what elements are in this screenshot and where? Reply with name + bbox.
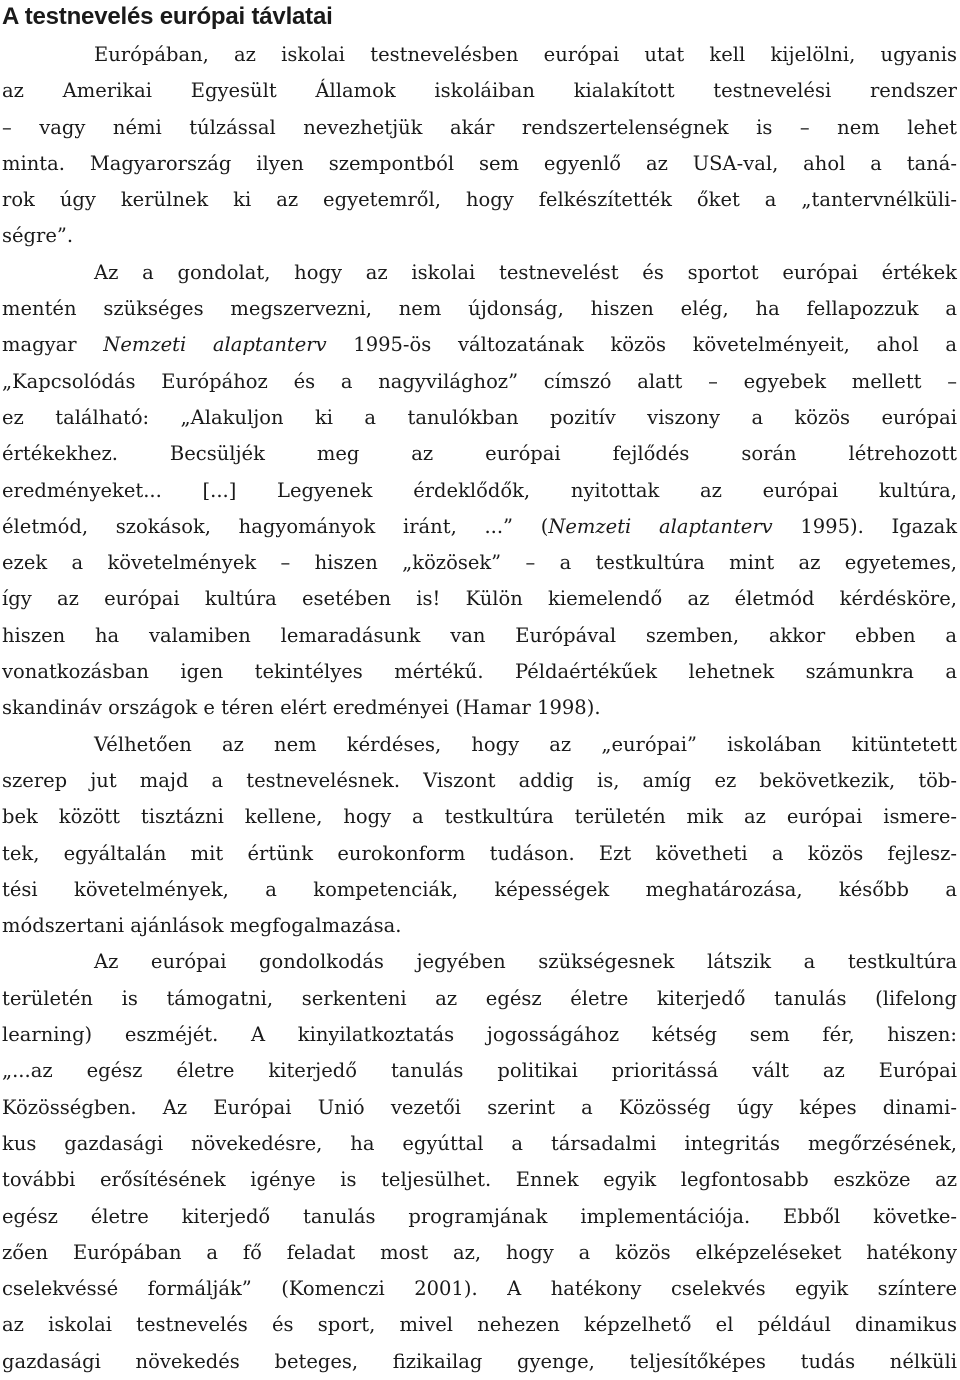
text-segment: bek között tisztázni kellene, hogy a testkultúra területén mik az európai ismere-	[2, 805, 957, 829]
text-line	[2, 944, 957, 980]
text-line	[2, 1126, 957, 1162]
text-line	[2, 255, 957, 291]
text-segment: módszertani ajánlások megfogalmazása.	[2, 914, 402, 938]
text-line	[2, 400, 957, 436]
text-line	[2, 1162, 957, 1198]
text-segment: ségre”.	[2, 224, 74, 248]
text-segment: területén is támogatni, serkenteni az egész életre kiterjedő tanulás (lifelong	[2, 986, 957, 1010]
text-segment: vonatkozásban igen tekintélyes mértékű. Példaértékűek lehetnek számunkra a	[2, 660, 957, 684]
text-segment: egész életre kiterjedő tanulás programjának implementációja. Ebből követke-	[2, 1204, 957, 1228]
text-segment: „Kapcsolódás Európához és a nagyvilághoz” címszó alatt – egyebek mellett –	[2, 369, 957, 393]
text-line	[2, 981, 957, 1017]
text-segment: szerep jut majd a testnevelésnek. Viszont addig is, amíg ez bekövetkezik, töb-	[2, 768, 957, 792]
citation-title: Nemzeti alaptanterv	[103, 333, 327, 357]
text-line	[2, 763, 957, 799]
text-line	[2, 690, 957, 726]
text-line	[2, 473, 957, 509]
text-line	[2, 1271, 957, 1307]
text-line	[2, 146, 957, 182]
body-text	[2, 37, 957, 1380]
text-line	[2, 908, 957, 944]
text-line	[2, 1017, 957, 1053]
text-line	[2, 327, 957, 363]
text-line	[2, 654, 957, 690]
citation-title: Nemzeti alaptanterv	[548, 514, 773, 538]
text-segment: zően Európában a fő feladat most az, hogy a közös elképzeléseket hatékony	[2, 1240, 957, 1264]
text-segment: további erősítésének igénye is teljesülhet. Ennek egyik legfontosabb eszköze az	[2, 1168, 957, 1192]
text-segment: 1995-ös változatának közös követelményeit, ahol a	[326, 333, 957, 357]
text-line	[2, 1090, 957, 1126]
text-segment: 1995). Igazak	[772, 514, 958, 538]
text-segment: ezek a követelmények – hiszen „közösek” – a testkultúra mint az egyetemes,	[2, 551, 957, 575]
text-line	[2, 1199, 957, 1235]
text-line	[2, 836, 957, 872]
text-segment: „...az egész életre kiterjedő tanulás politikai prioritássá vált az Európai	[2, 1059, 957, 1083]
text-segment: eredményeket... [...] Legyenek érdeklődők, nyitottak az európai kultúra,	[2, 478, 957, 502]
text-line	[2, 1307, 957, 1343]
text-segment: kus gazdasági növekedésre, ha egyúttal a társadalmi integritás megőrzésének,	[2, 1131, 957, 1155]
text-line	[2, 291, 957, 327]
text-line	[2, 581, 957, 617]
text-segment: az Amerikai Egyesült Államok iskoláiban kialakított testnevelési rendszer	[2, 79, 957, 103]
section-title: A testnevelés európai távlatai	[2, 3, 333, 30]
text-segment: értékekhez. Becsüljék meg az európai fejlődés során létrehozott	[2, 442, 957, 466]
text-line	[2, 1344, 957, 1380]
text-segment: hiszen ha valamiben lemaradásunk van Európával szemben, akkor ebben a	[2, 623, 957, 647]
text-line	[2, 218, 957, 254]
text-line	[2, 727, 957, 763]
text-segment: skandináv országok e téren elért eredményei (Hamar 1998).	[2, 696, 601, 720]
text-line	[2, 545, 957, 581]
text-segment: – vagy némi túlzással nevezhetjük akár rendszertelenségnek is – nem lehet	[2, 115, 957, 139]
text-line	[2, 364, 957, 400]
text-segment: Közösségben. Az Európai Unió vezetői szerint a Közösség úgy képes dinami-	[2, 1095, 957, 1119]
text-line	[2, 1235, 957, 1271]
text-line	[2, 799, 957, 835]
text-segment: rok úgy kerülnek ki az egyetemről, hogy felkészítették őket a „tantervnélküli-	[2, 188, 957, 212]
text-segment: az iskolai testnevelés és sport, mivel nehezen képzelhető el például dinamikus	[2, 1313, 957, 1337]
text-segment: mentén szükséges megszervezni, nem újdonság, hiszen elég, ha fellapozzuk a	[2, 297, 957, 321]
text-line	[2, 618, 957, 654]
text-segment: gazdasági növekedés beteges, fizikailag gyenge, teljesítőképes tudás nélküli	[2, 1349, 957, 1373]
text-segment: életmód, szokások, hagyományok iránt, ...” (	[2, 514, 549, 538]
text-segment: Az európai gondolkodás jegyében szükségesnek látszik a testkultúra	[94, 950, 957, 974]
text-line	[2, 436, 957, 472]
text-line	[2, 37, 957, 73]
text-line	[2, 1053, 957, 1089]
text-line	[2, 110, 957, 146]
text-segment: tek, egyáltalán mit értünk eurokonform tudáson. Ezt követheti a közös fejlesz-	[2, 841, 957, 865]
text-segment: Európában, az iskolai testnevelésben európai utat kell kijelölni, ugyanis	[94, 43, 957, 66]
text-segment: minta. Magyarország ilyen szempontból sem egyenlő az USA-val, ahol a taná-	[2, 151, 957, 175]
text-segment: magyar	[2, 333, 104, 357]
text-segment: így az európai kultúra esetében is! Külön kiemelendő az életmód kérdésköre,	[2, 587, 957, 611]
text-segment: cselekvéssé formálják” (Komenczi 2001). A hatékony cselekvés egyik színtere	[2, 1277, 957, 1301]
text-segment: Vélhetően az nem kérdéses, hogy az „európai” iskolában kitüntetett	[94, 732, 957, 756]
text-line	[2, 73, 957, 109]
text-line	[2, 509, 957, 545]
text-segment: tési követelmények, a kompetenciák, képességek meghatározása, később a	[2, 877, 957, 901]
text-segment: Az a gondolat, hogy az iskolai testnevelést és sportot európai értékek	[94, 260, 957, 284]
text-line	[2, 872, 957, 908]
text-segment: learning) eszméjét. A kinyilatkoztatás jogosságához kétség sem fér, hiszen:	[2, 1023, 957, 1047]
text-line	[2, 182, 957, 218]
text-segment: ez található: „Alakuljon ki a tanulókban pozitív viszony a közös európai	[2, 405, 957, 429]
